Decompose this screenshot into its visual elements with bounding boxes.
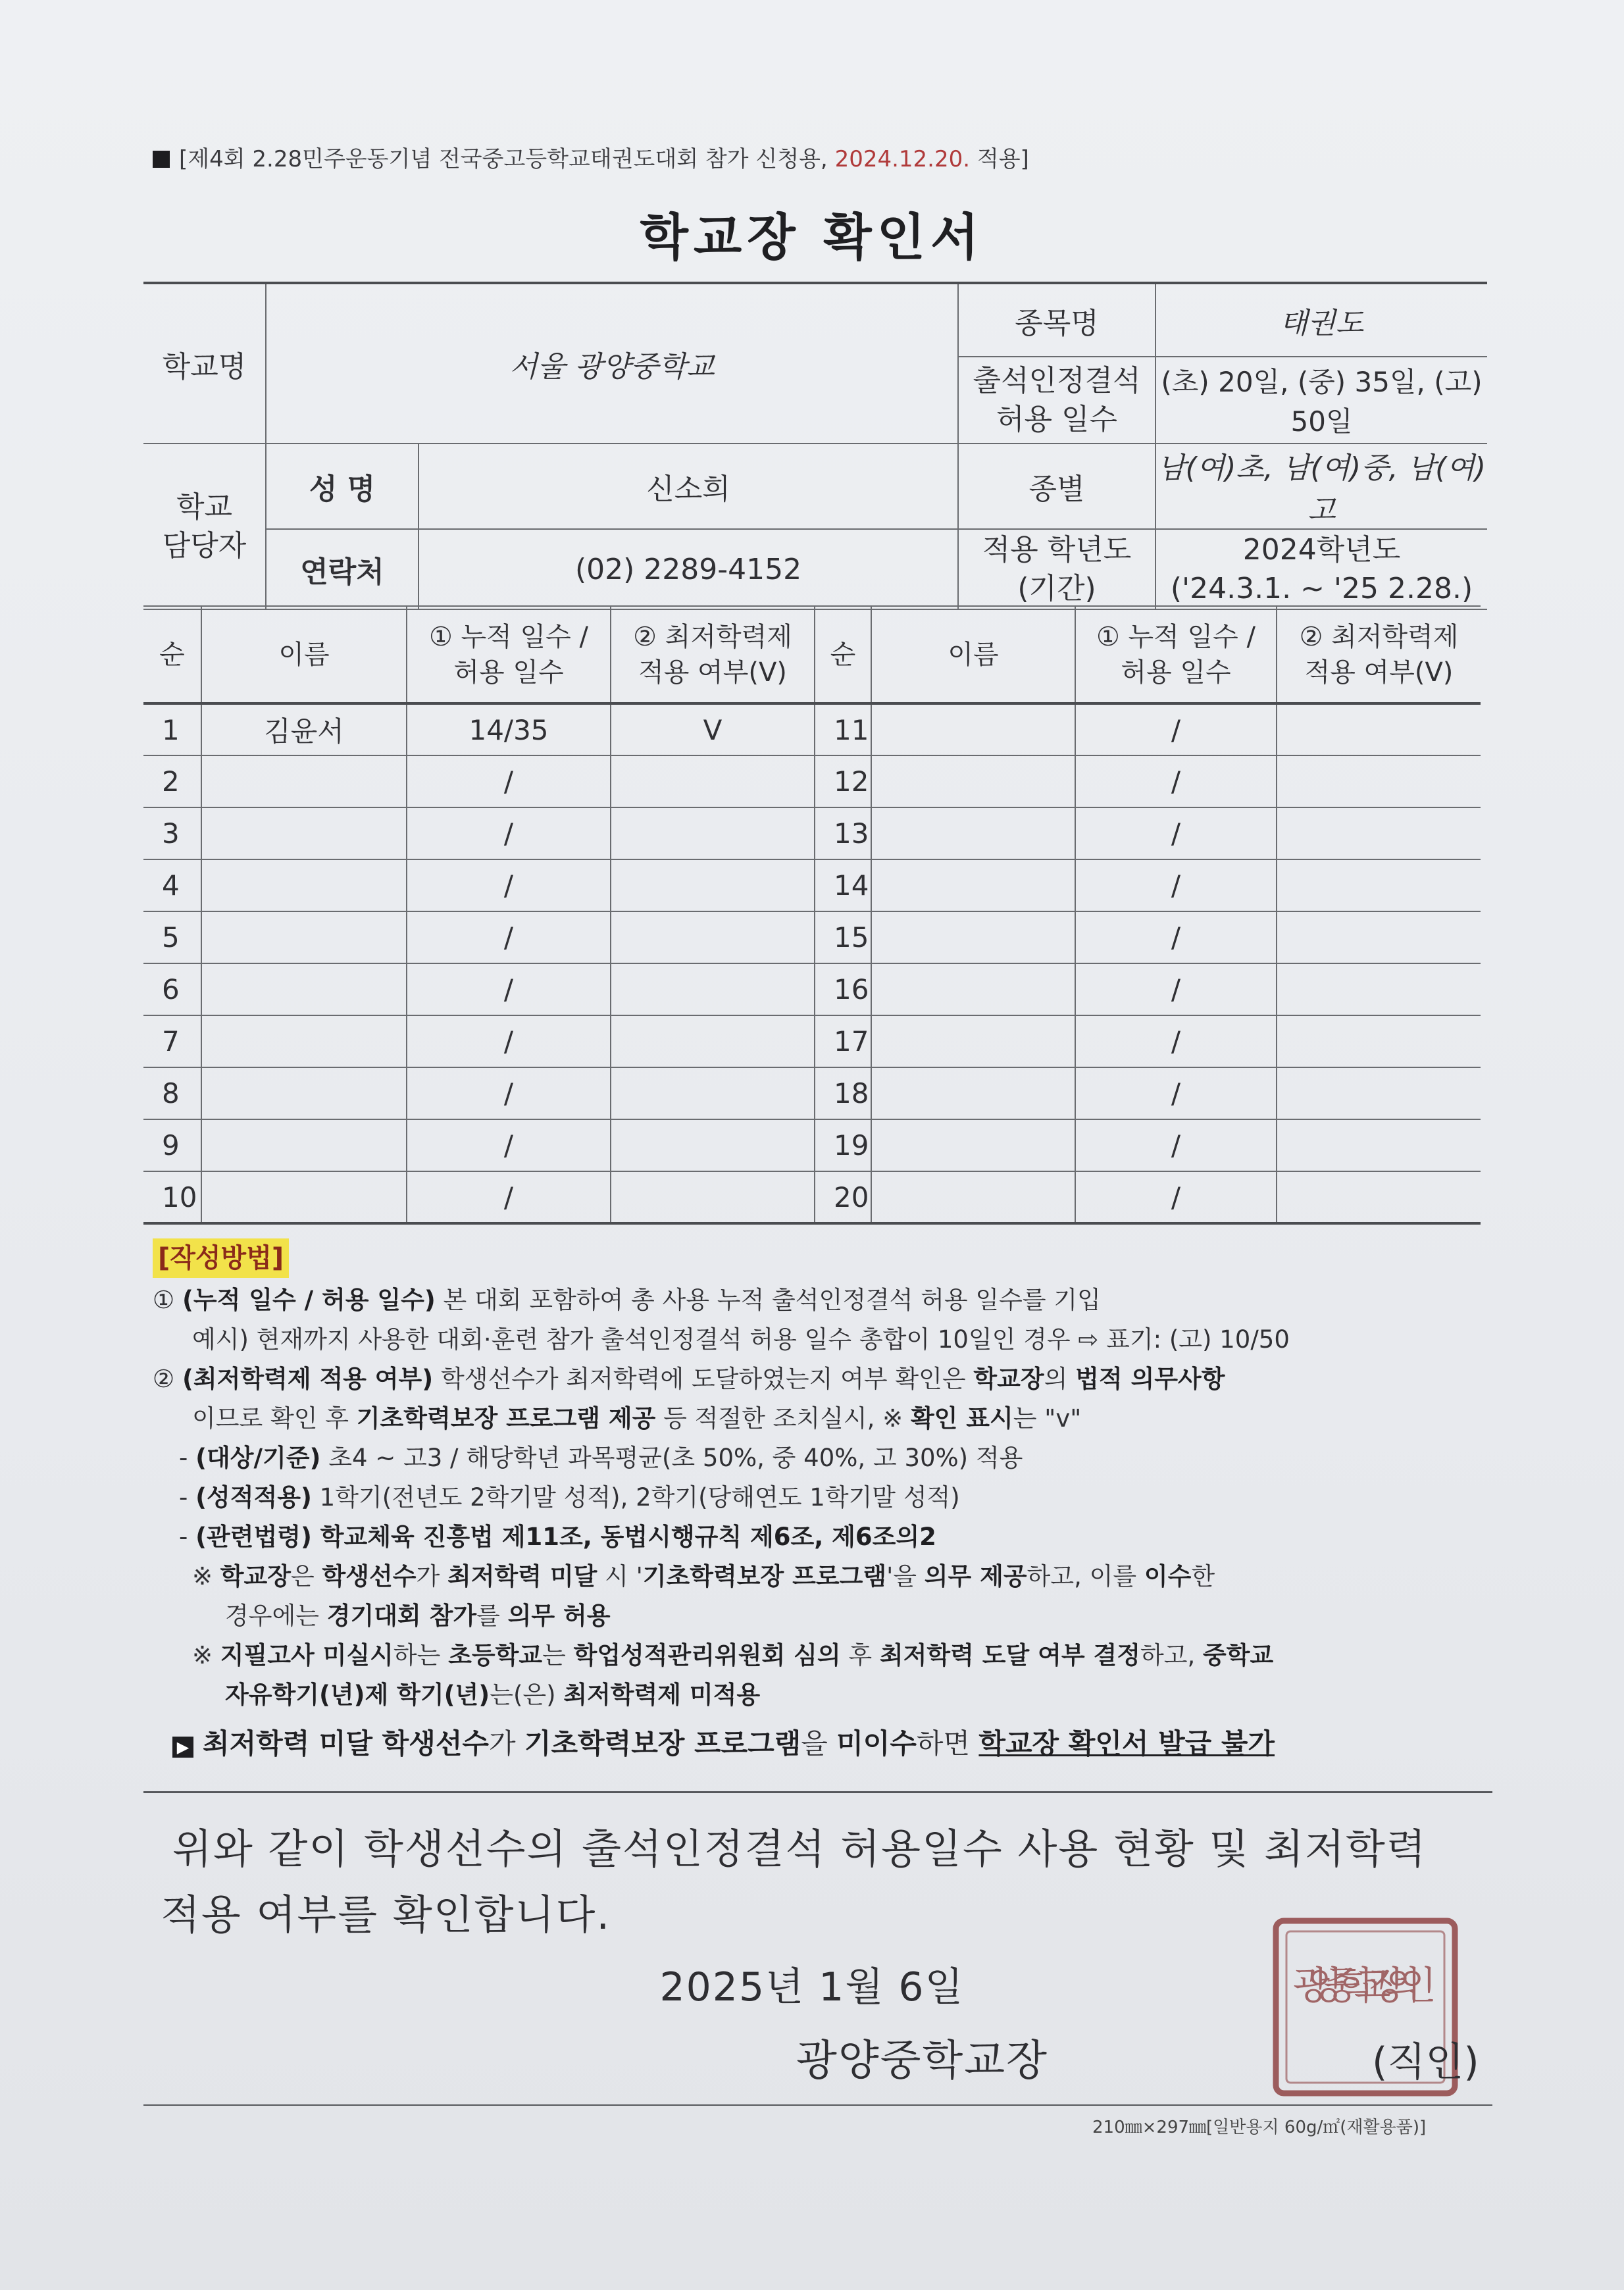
student-name	[201, 807, 407, 859]
student-name	[871, 755, 1075, 807]
row-number: 13	[815, 807, 871, 859]
row-number: 17	[815, 1015, 871, 1067]
instruction-term: (대상/기준)	[195, 1444, 321, 1472]
min-academic-check	[611, 1171, 815, 1223]
days-used: /	[407, 755, 611, 807]
header-days-right-line2: 허용 일수	[1121, 657, 1231, 688]
year-label	[958, 529, 1155, 609]
year-label-line2: (기간)	[1017, 572, 1096, 605]
days-used: /	[1075, 755, 1277, 807]
min-academic-check	[1277, 963, 1481, 1015]
instruction-term: 지필고사 미실시	[220, 1641, 393, 1669]
instruction-text: 본 대회 포함하여 총 사용 누적 출석인정결석 허용 일수를 기입	[435, 1286, 1101, 1314]
paper-spec-footer: 210㎜×297㎜[일반용지 60g/㎡(재활용품)]	[1092, 2118, 1427, 2137]
instruction-term: 경기대회 참가	[326, 1602, 477, 1630]
min-academic-check	[611, 1119, 815, 1171]
student-name	[871, 911, 1075, 963]
header-min-left-line1: ② 최저학력제	[633, 621, 792, 652]
instruction-term: 미이수	[836, 1727, 917, 1760]
instruction-term: 법적 의무사항	[1075, 1365, 1225, 1393]
min-academic-check	[611, 1067, 815, 1119]
instruction-text: 하고,	[1140, 1641, 1203, 1669]
page-title: 학교장 확인서	[640, 208, 984, 267]
days-used: /	[1075, 1171, 1277, 1223]
row-number: 4	[143, 859, 201, 911]
roster-header-row	[143, 606, 1481, 703]
instruction-text: 가	[416, 1562, 447, 1590]
min-academic-check	[1277, 1015, 1481, 1067]
absence-value: (초) 20일, (중) 35일, (고) 50일	[1155, 357, 1487, 444]
header-days-left-line2: 허용 일수	[453, 657, 564, 688]
dash-marker: -	[179, 1523, 196, 1551]
instruction-term: 학교장	[973, 1365, 1044, 1393]
row-number: 20	[815, 1171, 871, 1223]
student-name	[201, 1015, 407, 1067]
instruction-text: 는(은)	[490, 1681, 564, 1709]
header-min-right-line1: ② 최저학력제	[1299, 621, 1459, 652]
form-header	[153, 141, 1337, 173]
principal-title: 광양중학교장	[796, 2037, 1048, 2085]
instruction-term: 초등학교	[448, 1641, 543, 1669]
header-days-left-line1: ① 누적 일수 /	[428, 621, 589, 652]
instruction-term: (성적적용)	[195, 1483, 312, 1512]
table-row	[143, 1171, 1481, 1223]
division-label: 종별	[958, 444, 1155, 529]
min-academic-check	[1277, 911, 1481, 963]
header-date: 2024.12.20.	[834, 146, 971, 172]
contact-label-line1: 학교	[176, 490, 232, 524]
student-name	[871, 963, 1075, 1015]
school-value: 서울 광양중학교	[266, 283, 958, 444]
contact-label	[143, 444, 266, 609]
instruction-text: 을	[801, 1727, 837, 1760]
row-number: 10	[143, 1171, 201, 1223]
header-name-left: 이름	[201, 606, 407, 703]
instruction-term: 기초학력보장 프로그램	[524, 1727, 801, 1760]
instruction-term: (최저학력제 적용 여부)	[182, 1365, 434, 1393]
days-used: /	[407, 911, 611, 963]
table-row	[143, 1015, 1481, 1067]
student-name	[201, 1067, 407, 1119]
arrow-box-icon: ▶	[172, 1737, 193, 1758]
min-academic-check	[611, 859, 815, 911]
black-square-icon	[153, 151, 170, 168]
instruction-text: 하면	[916, 1727, 979, 1760]
table-row	[143, 963, 1481, 1015]
roster-body	[143, 703, 1481, 1223]
header-days-right-line1: ① 누적 일수 /	[1096, 621, 1256, 652]
instruction-term: 최저학력제 미적용	[563, 1681, 761, 1709]
absence-label-line1: 출석인정결석	[973, 363, 1141, 397]
dash-marker: -	[179, 1483, 196, 1512]
instruction-text: 예시) 현재까지 사용한 대회·훈련 참가 출석인정결석 허용 일수 총합이 10일인 경우 ⇨ 표기: (고) 10/50	[192, 1325, 1290, 1354]
circle-two-marker: ②	[153, 1365, 182, 1393]
divider-line	[143, 1791, 1492, 1793]
student-name: 김윤서	[201, 703, 407, 755]
bottom-divider	[143, 2104, 1492, 2106]
min-academic-check	[1277, 755, 1481, 807]
table-row	[143, 1067, 1481, 1119]
table-row	[143, 807, 1481, 859]
header-days-left	[407, 606, 611, 703]
instruction-line	[153, 1281, 1508, 1320]
days-used: /	[1075, 807, 1277, 859]
instruction-text: 를	[476, 1602, 508, 1630]
instruction-line	[153, 1399, 1508, 1438]
days-used: /	[407, 963, 611, 1015]
row-number: 19	[815, 1119, 871, 1171]
student-name	[201, 911, 407, 963]
min-academic-check	[611, 911, 815, 963]
header-close: 적용]	[977, 146, 1029, 172]
instruction-line	[153, 1478, 1508, 1517]
instruction-text: 는	[542, 1641, 574, 1669]
min-academic-check	[1277, 1119, 1481, 1171]
confirmation-line2: 적용 여부를 확인합니다.	[161, 1891, 611, 1939]
row-number: 11	[815, 703, 871, 755]
days-used: /	[1075, 963, 1277, 1015]
instruction-term: 의무 제공	[924, 1562, 1027, 1590]
instruction-text: 시 '	[597, 1562, 643, 1590]
instruction-term: 최저학력 도달 여부 결정	[879, 1641, 1140, 1669]
row-number: 1	[143, 703, 201, 755]
instruction-text: 초4 ~ 고3 / 해당학년 과목평균(초 50%, 중 40%, 고 30%) 적용	[320, 1444, 1023, 1472]
instruction-term: (누적 일수 / 허용 일수)	[182, 1286, 436, 1314]
absence-label	[958, 357, 1155, 444]
student-name	[871, 1015, 1075, 1067]
instruction-line	[153, 1675, 1508, 1715]
instruction-text: 등 적절한 조치실시, ※	[655, 1404, 911, 1433]
student-name	[871, 807, 1075, 859]
table-row	[143, 755, 1481, 807]
row-number: 6	[143, 963, 201, 1015]
header-text: [제4회 2.28민주운동기념 전국중고등학교태권도대회 참가 신청용,	[179, 146, 828, 172]
instruction-text: 학생선수가 최저학력에 도달하였는지 여부 확인은	[433, 1365, 974, 1393]
event-value: 태권도	[1155, 283, 1487, 357]
student-name	[201, 755, 407, 807]
instruction-term: 학업성적관리위원회 심의	[573, 1641, 841, 1669]
school-label: 학교명	[143, 283, 266, 444]
dash-marker: -	[179, 1444, 196, 1472]
student-name	[871, 703, 1075, 755]
instruction-term: (관련법령) 학교체육 진흥법 제11조, 동법시행규칙 제6조, 제6조의2	[195, 1523, 936, 1551]
student-name	[871, 859, 1075, 911]
min-academic-check	[611, 1015, 815, 1067]
year-label-line1: 적용 학년도	[982, 532, 1132, 567]
days-used: /	[1075, 1015, 1277, 1067]
row-number: 12	[815, 755, 871, 807]
min-academic-check	[611, 807, 815, 859]
days-used: /	[1075, 911, 1277, 963]
min-academic-check	[611, 963, 815, 1015]
confirmation-line1: 위와 같이 학생선수의 출석인정결석 허용일수 사용 현황 및 최저학력	[172, 1825, 1427, 1873]
event-label: 종목명	[958, 283, 1155, 357]
instruction-term: 자유학기(년)제 학기(년)	[225, 1681, 490, 1709]
days-used: /	[1075, 1119, 1277, 1171]
instruction-final-line	[153, 1724, 1508, 1764]
row-number: 7	[143, 1015, 201, 1067]
header-days-right	[1075, 606, 1277, 703]
year-value-line1: 2024학년도	[1242, 532, 1401, 567]
instruction-text: 하는	[393, 1641, 449, 1669]
instruction-term: 최저학력 미달 학생선수	[203, 1727, 489, 1760]
days-used: /	[1075, 703, 1277, 755]
name-value: 신소희	[419, 444, 958, 529]
instruction-term-underlined: 학교장 확인서 발급 불가	[978, 1727, 1275, 1760]
row-number: 9	[143, 1119, 201, 1171]
phone-label: 연락처	[266, 529, 419, 609]
row-number: 3	[143, 807, 201, 859]
instruction-text: 경우에는	[225, 1602, 327, 1630]
min-academic-check	[1277, 703, 1481, 755]
instruction-line	[153, 1557, 1508, 1596]
instructions-tag: [작성방법]	[153, 1238, 289, 1278]
instruction-text: '을	[886, 1562, 925, 1590]
instruction-text: 이므로 확인 후	[192, 1404, 357, 1433]
instruction-text: 은	[291, 1562, 322, 1590]
instruction-term: 최저학력 미달	[447, 1562, 597, 1590]
header-min-left	[611, 606, 815, 703]
info-table	[143, 282, 1487, 610]
student-name	[201, 1171, 407, 1223]
student-name	[871, 1119, 1075, 1171]
header-min-left-line2: 적용 여부(V)	[638, 657, 787, 688]
issue-date: 2025년 1월 6일	[659, 1964, 965, 2010]
min-academic-check	[1277, 859, 1481, 911]
instruction-line	[153, 1438, 1508, 1478]
instruction-term: 학생선수	[322, 1562, 417, 1590]
table-row	[143, 1119, 1481, 1171]
seal-text: 광양중학교장의인	[1293, 1963, 1438, 2008]
header-no-right: 순	[815, 606, 871, 703]
reference-mark: ※	[192, 1641, 220, 1669]
student-name	[201, 1119, 407, 1171]
student-name	[871, 1067, 1075, 1119]
row-number: 14	[815, 859, 871, 911]
min-academic-check	[1277, 807, 1481, 859]
instruction-text: 의	[1044, 1365, 1076, 1393]
instruction-term: 기초학력보장 프로그램	[642, 1562, 887, 1590]
header-min-right	[1277, 606, 1481, 703]
instruction-line	[153, 1636, 1508, 1675]
min-academic-check	[611, 755, 815, 807]
seal-label: (직인)	[1372, 2039, 1479, 2085]
header-name-right: 이름	[871, 606, 1075, 703]
year-value	[1155, 529, 1487, 609]
header-no-left: 순	[143, 606, 201, 703]
circle-one-marker: ①	[153, 1286, 182, 1314]
instruction-term: 중학교	[1202, 1641, 1274, 1669]
student-name	[201, 859, 407, 911]
instruction-text: 후	[840, 1641, 880, 1669]
instruction-line	[153, 1517, 1508, 1557]
instruction-term: 기초학력보장 프로그램 제공	[356, 1404, 656, 1433]
phone-value: (02) 2289-4152	[419, 529, 958, 609]
student-name	[871, 1171, 1075, 1223]
min-academic-check	[1277, 1171, 1481, 1223]
days-used: /	[407, 1171, 611, 1223]
contact-label-line2: 담당자	[162, 529, 247, 563]
instruction-text: 한	[1191, 1562, 1215, 1590]
days-used: /	[1075, 859, 1277, 911]
days-used: /	[407, 859, 611, 911]
header-min-right-line2: 적용 여부(V)	[1304, 657, 1454, 688]
reference-mark: ※	[192, 1562, 220, 1590]
instruction-line	[153, 1360, 1508, 1399]
days-used: /	[407, 1067, 611, 1119]
table-row	[143, 859, 1481, 911]
instruction-text: 1학기(전년도 2학기말 성적), 2학기(당해연도 1학기말 성적)	[311, 1483, 960, 1512]
days-used: 14/35	[407, 703, 611, 755]
roster-table	[143, 605, 1481, 1225]
instruction-text: 하고, 이를	[1027, 1562, 1144, 1590]
instruction-text: 는 "v"	[1013, 1404, 1082, 1433]
name-label: 성 명	[266, 444, 419, 529]
instruction-term: 이수	[1144, 1562, 1192, 1590]
table-row	[143, 703, 1481, 755]
instruction-term: 학교장	[220, 1562, 291, 1590]
row-number: 16	[815, 963, 871, 1015]
days-used: /	[1075, 1067, 1277, 1119]
instructions	[153, 1238, 1508, 1764]
instruction-text: 가	[488, 1727, 524, 1760]
row-number: 8	[143, 1067, 201, 1119]
instruction-line	[153, 1596, 1508, 1636]
absence-label-line2: 허용 일수	[996, 403, 1118, 436]
table-row	[143, 911, 1481, 963]
instruction-term: 확인 표시	[910, 1404, 1013, 1433]
min-academic-check	[1277, 1067, 1481, 1119]
division-value: 남(여)초, 남(여)중, 남(여)고	[1155, 444, 1487, 529]
student-name	[201, 963, 407, 1015]
row-number: 18	[815, 1067, 871, 1119]
instruction-term: 의무 허용	[507, 1602, 611, 1630]
row-number: 15	[815, 911, 871, 963]
days-used: /	[407, 1119, 611, 1171]
row-number: 5	[143, 911, 201, 963]
days-used: /	[407, 807, 611, 859]
instruction-line	[153, 1320, 1508, 1360]
min-academic-check: V	[611, 703, 815, 755]
days-used: /	[407, 1015, 611, 1067]
row-number: 2	[143, 755, 201, 807]
year-value-line2: ('24.3.1. ~ '25 2.28.)	[1170, 572, 1473, 605]
